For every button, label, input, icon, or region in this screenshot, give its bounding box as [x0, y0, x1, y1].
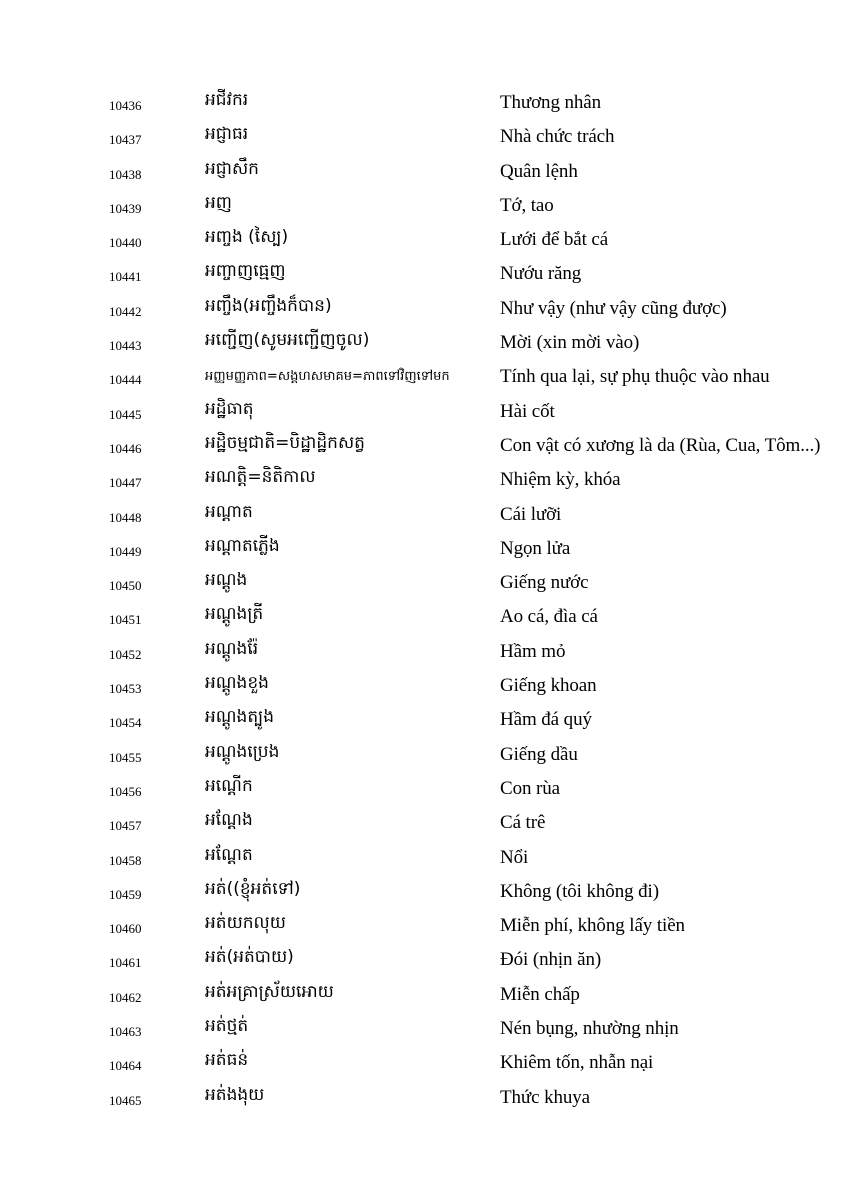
- dictionary-table: [0, 86, 848, 1115]
- entry-number: 10452: [109, 646, 142, 662]
- entry-number: 10443: [109, 338, 142, 354]
- table-row: [0, 1012, 848, 1046]
- table-row: [0, 223, 848, 257]
- entry-number: 10438: [109, 166, 142, 182]
- entry-vietnamese-translation: Nén bụng, nhường nhịn: [500, 1018, 679, 1040]
- entry-number: 10437: [109, 132, 142, 148]
- entry-vietnamese-translation: Nhà chức trách: [500, 126, 615, 148]
- entry-khmer-term: អជីវករ: [205, 90, 249, 110]
- entry-khmer-term: អណត្តិ=និតិកាល: [205, 467, 316, 488]
- entry-khmer-term: អត់អគ្រាស្រ័យអោយ: [205, 981, 334, 1002]
- entry-khmer-term: អណ្តាត: [205, 501, 253, 522]
- table-row: [0, 395, 848, 429]
- entry-number: 10459: [109, 886, 142, 902]
- entry-khmer-term: អណ្តែង: [205, 810, 253, 831]
- entry-khmer-term: អដ្ឋិចម្មជាតិ=បិដ្ឋាដ្ឋិកសត្វ: [205, 432, 365, 453]
- table-row: [0, 1046, 848, 1080]
- table-row: [0, 498, 848, 532]
- table-row: [0, 738, 848, 772]
- entry-khmer-term: អណ្តែត: [205, 844, 253, 865]
- entry-khmer-term: អត់ងងុយ: [205, 1084, 265, 1105]
- table-row: [0, 257, 848, 291]
- entry-number: 10450: [109, 578, 142, 594]
- table-row: [0, 703, 848, 737]
- entry-number: 10441: [109, 269, 142, 285]
- entry-khmer-term: អណ្តូងខួង: [205, 673, 269, 694]
- entry-vietnamese-translation: Quân lệnh: [500, 160, 578, 182]
- table-row: [0, 566, 848, 600]
- entry-number: 10444: [109, 372, 142, 388]
- entry-number: 10449: [109, 543, 142, 559]
- entry-khmer-term: អញ: [205, 192, 232, 213]
- table-row: [0, 1081, 848, 1115]
- entry-khmer-term: អញ្ចាញធ្មេញ: [205, 261, 286, 282]
- table-row: [0, 943, 848, 977]
- entry-number: 10460: [109, 921, 142, 937]
- entry-khmer-term: អដ្ឋិធាតុ: [205, 398, 254, 419]
- entry-vietnamese-translation: Thương nhân: [500, 92, 602, 113]
- entry-vietnamese-translation: Con vật có xương là da (Rùa, Cua, Tôm...): [500, 434, 821, 456]
- entry-khmer-term: អជ្ញាសឹក: [205, 158, 259, 179]
- entry-khmer-term: អញ្ចឹង(អញ្ចឹងក៏បាន): [205, 295, 332, 316]
- table-row: [0, 909, 848, 943]
- entry-khmer-term: អត់ថ្មត់: [205, 1016, 249, 1037]
- entry-vietnamese-translation: Như vậy (như vậy cũng được): [500, 297, 727, 319]
- entry-vietnamese-translation: Giếng dầu: [500, 743, 578, 765]
- entry-number: 10465: [109, 1092, 142, 1108]
- entry-vietnamese-translation: Hầm mỏ: [500, 640, 566, 662]
- entry-vietnamese-translation: Miễn chấp: [500, 983, 580, 1005]
- entry-number: 10463: [109, 1024, 142, 1040]
- entry-number: 10453: [109, 681, 142, 697]
- entry-khmer-term: អញ្ជើញ(សូមអញ្ជើញចូល): [205, 330, 370, 351]
- table-row: [0, 86, 848, 120]
- entry-vietnamese-translation: Nổi: [500, 846, 529, 868]
- entry-khmer-term: អណ្តូងប្រេង: [205, 741, 280, 762]
- entry-vietnamese-translation: Cái lưỡi: [500, 503, 562, 525]
- entry-khmer-term: អណ្តូង: [205, 570, 248, 591]
- entry-vietnamese-translation: Lưới để bắt cá: [500, 229, 609, 251]
- table-row: [0, 841, 848, 875]
- entry-khmer-term: អណ្តាតភ្លើង: [205, 535, 280, 556]
- entry-number: 10454: [109, 715, 142, 731]
- entry-number: 10446: [109, 440, 142, 456]
- entry-vietnamese-translation: Nướu răng: [500, 263, 582, 285]
- entry-number: 10464: [109, 1058, 142, 1074]
- entry-vietnamese-translation: Không (tôi không đi): [500, 880, 659, 902]
- table-row: [0, 669, 848, 703]
- entry-khmer-term: អត់ធន់: [205, 1050, 249, 1071]
- entry-vietnamese-translation: Ngọn lửa: [500, 537, 571, 559]
- entry-number: 10439: [109, 200, 142, 216]
- table-row: [0, 806, 848, 840]
- entry-vietnamese-translation: Mời (xin mời vào): [500, 332, 640, 354]
- table-row: [0, 360, 848, 394]
- table-row: [0, 120, 848, 154]
- entry-number: 10442: [109, 303, 142, 319]
- entry-vietnamese-translation: Hài cốt: [500, 400, 555, 422]
- entry-number: 10457: [109, 818, 142, 834]
- entry-khmer-term: អត់យកលុយ: [205, 913, 286, 934]
- entry-number: 10451: [109, 612, 142, 628]
- entry-number: 10448: [109, 509, 142, 525]
- table-row: [0, 532, 848, 566]
- entry-number: 10458: [109, 852, 142, 868]
- entry-vietnamese-translation: Khiêm tốn, nhẫn nại: [500, 1052, 654, 1074]
- entry-khmer-term: អណ្តើក: [205, 775, 253, 796]
- entry-khmer-term: អញ្ញមញ្ញភាព=សង្គហសមាគម=ភាពទៅវិញទៅមក: [205, 369, 450, 385]
- entry-vietnamese-translation: Nhiệm kỳ, khóa: [500, 469, 621, 491]
- entry-number: 10462: [109, 989, 142, 1005]
- entry-vietnamese-translation: Giếng khoan: [500, 675, 597, 697]
- table-row: [0, 326, 848, 360]
- entry-vietnamese-translation: Giếng nước: [500, 572, 589, 594]
- entry-vietnamese-translation: Cá trê: [500, 812, 546, 834]
- table-row: [0, 463, 848, 497]
- entry-number: 10455: [109, 749, 142, 765]
- entry-number: 10447: [109, 475, 142, 491]
- entry-khmer-term: អណ្តូងត្បូង: [205, 707, 274, 728]
- entry-number: 10456: [109, 783, 142, 799]
- entry-khmer-term: អត់(អត់បាយ): [205, 947, 294, 968]
- entry-khmer-term: អជ្ញាធរ: [205, 124, 249, 145]
- table-row: [0, 292, 848, 326]
- entry-khmer-term: អញ្ចង (ស្បៃ): [205, 227, 289, 248]
- entry-number: 10445: [109, 406, 142, 422]
- entry-vietnamese-translation: Tính qua lại, sự phụ thuộc vào nhau: [500, 366, 770, 388]
- entry-khmer-term: អណ្តូងរ៉ែ: [205, 638, 259, 659]
- entry-number: 10436: [109, 98, 142, 113]
- table-row: [0, 155, 848, 189]
- entry-khmer-term: អត់((ខ្ញុំអត់ទៅ): [205, 878, 301, 899]
- entry-vietnamese-translation: Miễn phí, không lấy tiền: [500, 915, 685, 937]
- table-row: [0, 875, 848, 909]
- entry-vietnamese-translation: Ao cá, đìa cá: [500, 606, 598, 628]
- table-row: [0, 600, 848, 634]
- entry-vietnamese-translation: Tớ, tao: [500, 194, 554, 216]
- table-row: [0, 772, 848, 806]
- entry-vietnamese-translation: Thức khuya: [500, 1086, 591, 1108]
- table-row: [0, 635, 848, 669]
- entry-vietnamese-translation: Con rùa: [500, 777, 560, 799]
- table-row: [0, 429, 848, 463]
- table-row: [0, 978, 848, 1012]
- entry-number: 10440: [109, 235, 142, 251]
- entry-number: 10461: [109, 955, 142, 971]
- entry-khmer-term: អណ្តូងត្រី: [205, 604, 264, 625]
- entry-vietnamese-translation: Đói (nhịn ăn): [500, 949, 602, 971]
- entry-vietnamese-translation: Hầm đá quý: [500, 709, 592, 731]
- table-row: [0, 189, 848, 223]
